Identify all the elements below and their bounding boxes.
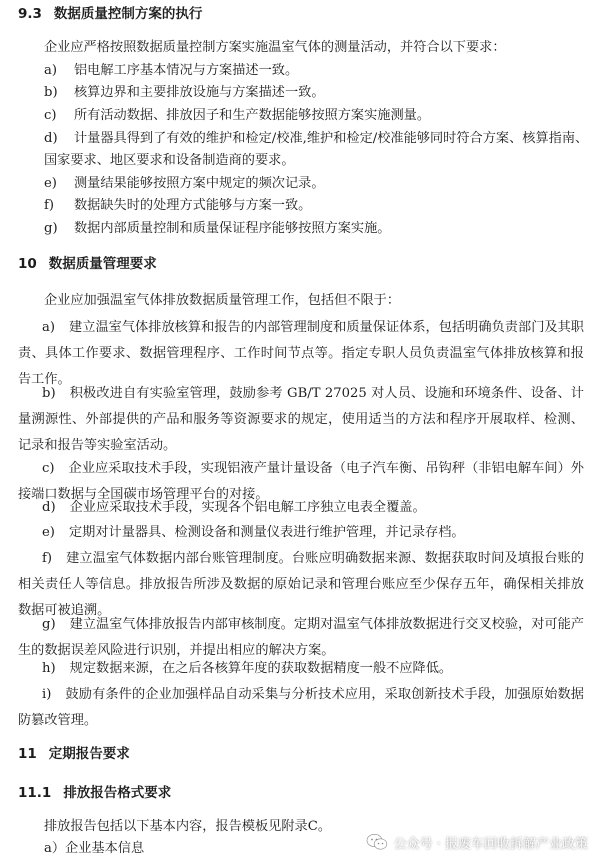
- section-number: 9.3: [18, 6, 42, 22]
- section-10-intro: 企业应加强温室气体排放数据质量管理工作，包括但不限于：: [44, 293, 401, 308]
- list-item: f) 建立温室气体数据内部台账管理制度。台账应明确数据来源、数据获取时间及填报台账的相关责任人等信息。排放报告所涉及数据的原始记录和管理台账应至少保存五年，确保相关排放数据可被追溯。: [18, 551, 584, 618]
- list-item: b) 积极改进自有实验室管理，鼓励参考 GB/T 27025 对人员、设施和环境条件、设备、计量溯源性、外部提供的产品和服务等资源要求的规定，使用适当的方法和程序开展取样、检测、记录和报告等实验室活动。: [18, 386, 584, 453]
- list-item: a) 建立温室气体排放核算和报告的内部管理制度和质量保证体系，包括明确负责部门及其职责、具体工作要求、数据管理程序、工作时间节点等。指定专职人员负责温室气体排放核算和报告工作。: [18, 320, 584, 387]
- section-11-1-intro: 排放报告包括以下基本内容，报告模板见附录C。: [44, 819, 332, 834]
- section-title: 数据质量管理要求: [48, 256, 157, 272]
- list-item: i) 鼓励有条件的企业加强样品自动采集与分析技术应用，采取创新技术手段，加强原始数据防篡改管理。: [18, 687, 584, 728]
- wechat-icon: [366, 833, 388, 851]
- list-item: d) 企业应采取技术手段，实现各个铝电解工序独立电表全覆盖。: [42, 500, 426, 515]
- list-item: e) 定期对计量器具、检测设备和测量仪表进行维护管理，并记录存档。: [42, 525, 465, 540]
- section-10-heading: [18, 255, 157, 273]
- list-item: c) 所有活动数据、排放因子和生产数据能够按照方案实施测量。: [44, 108, 431, 123]
- section-title: 排放报告格式要求: [63, 785, 172, 801]
- list-item: b) 核算边界和主要排放设施与方案描述一致。: [44, 85, 325, 100]
- list-item: h) 规定数据来源，在之后各核算年度的获取数据精度一般不应降低。: [42, 661, 453, 676]
- list-item: c) 企业应采取技术手段，实现铝液产量计量设备（电子汽车衡、吊钩秤（非铝电解车间）外接端口数据与全国碳市场管理平台的对接。: [18, 461, 584, 502]
- section-11-heading: [18, 745, 130, 763]
- section-title: 数据质量控制方案的执行: [53, 6, 203, 22]
- list-item: a) 铝电解工序基本情况与方案描述一致。: [44, 63, 299, 78]
- section-number: 10: [18, 256, 37, 272]
- list-item: g) 数据内部质量控制和质量保证程序能够按照方案实施。: [44, 221, 391, 236]
- section-9-3-heading: [18, 5, 202, 23]
- section-11-1-heading: [18, 784, 171, 802]
- watermark-text: 公众号 · 报废车回收拆解产业政策: [393, 836, 588, 852]
- section-9-3-intro: 企业应严格按照数据质量控制方案实施温室气体的测量活动，并符合以下要求：: [44, 40, 506, 55]
- section-number: 11: [18, 746, 37, 762]
- list-item: g) 建立温室气体排放报告内部审核制度。定期对温室气体排放数据进行交叉校验，对可能产生的数据误差风险进行识别，并提出相应的解决方案。: [18, 617, 584, 658]
- list-item: a）企业基本信息: [44, 841, 145, 856]
- list-item: f) 数据缺失时的处理方式能够与方案一致。: [44, 198, 312, 213]
- section-number: 11.1: [18, 785, 52, 801]
- wechat-watermark: [366, 830, 588, 854]
- section-title: 定期报告要求: [48, 746, 130, 762]
- list-item: e) 测量结果能够按照方案中规定的频次记录。: [44, 176, 325, 191]
- list-item-continuation: 国家要求、地区要求和设备制造商的要求。: [44, 153, 295, 168]
- list-item: d) 计量器具得到了有效的维护和检定/校准,维护和检定/校准能够同时符合方案、核算指南、: [44, 131, 589, 146]
